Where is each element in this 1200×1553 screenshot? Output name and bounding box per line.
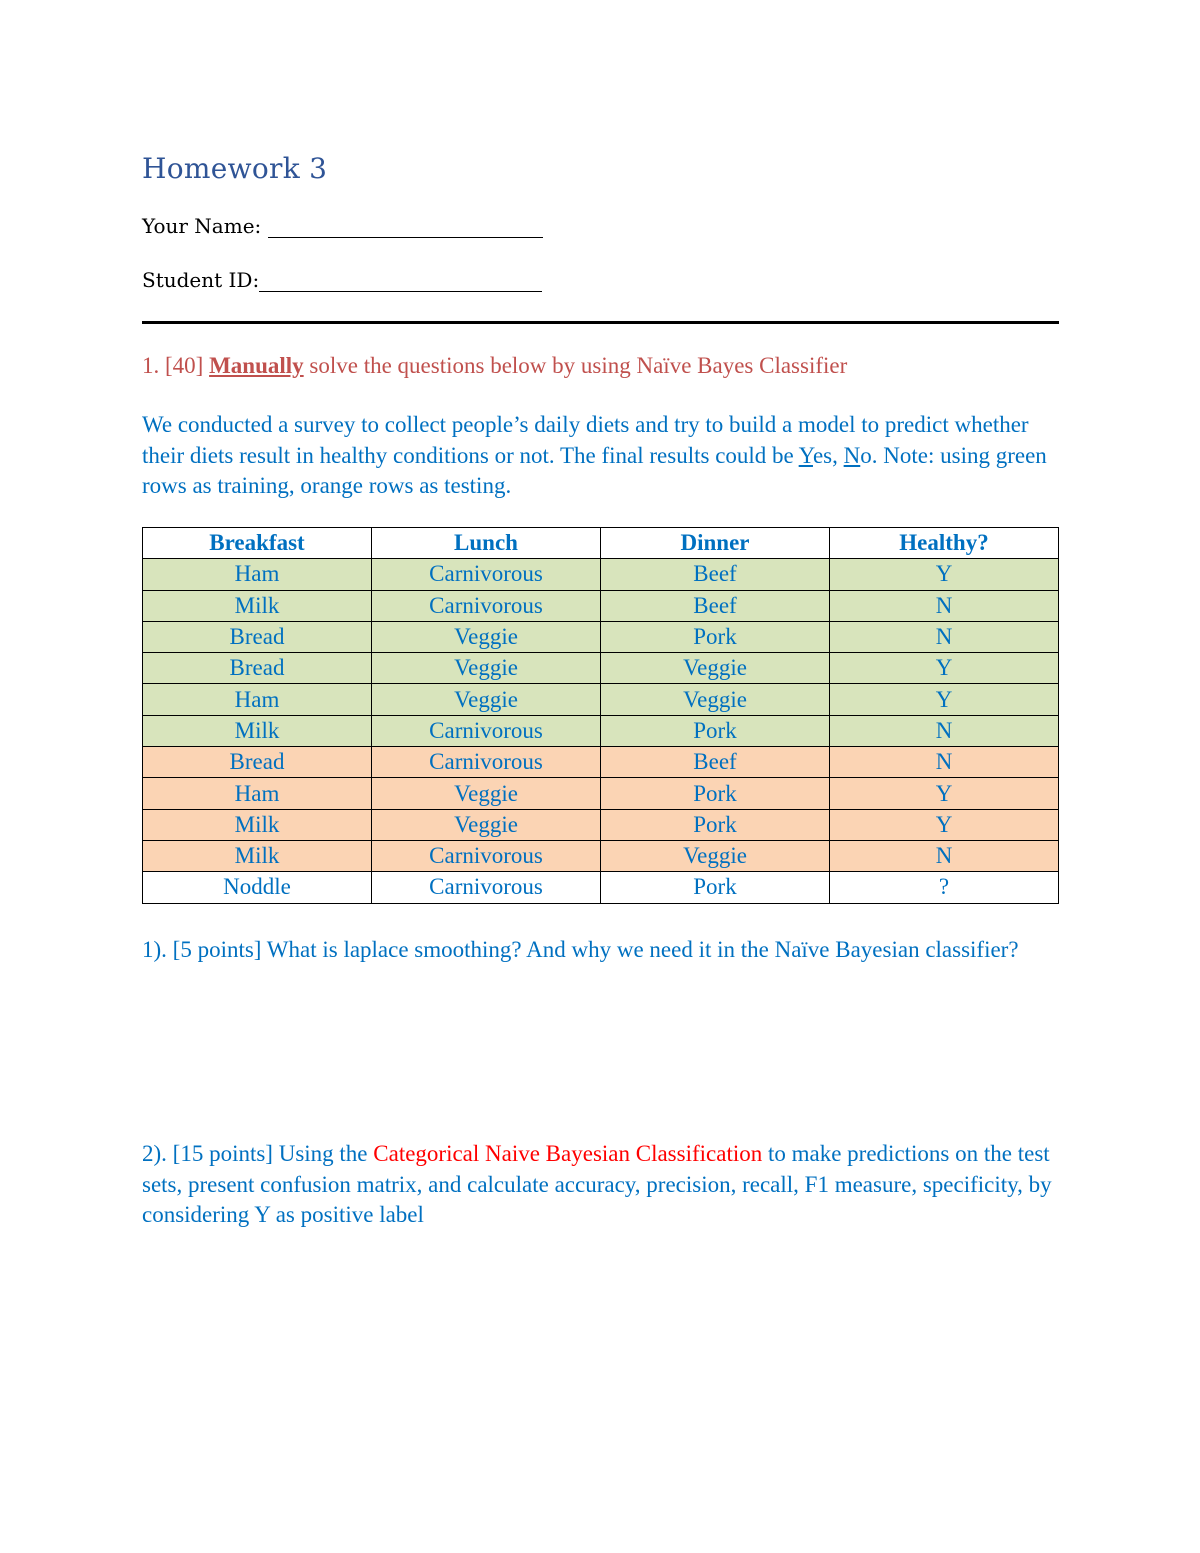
table-row — [143, 872, 1059, 903]
header-lunch: Lunch — [372, 528, 601, 559]
cell-breakfast: Bread — [143, 653, 372, 684]
cell-lunch: Carnivorous — [372, 590, 601, 621]
cell-lunch: Veggie — [372, 809, 601, 840]
intro-text-part1: We conducted a survey to collect people’s daily diets and try to build a model to predict whether their diets result in healthy conditions or not. The final results could be — [142, 412, 1029, 468]
cell-dinner: Beef — [601, 590, 830, 621]
cell-lunch: Veggie — [372, 778, 601, 809]
question-1-number: 1. [40] — [142, 353, 204, 378]
table-row — [143, 684, 1059, 715]
cell-dinner: Pork — [601, 621, 830, 652]
name-blank-line[interactable] — [268, 217, 543, 238]
table-row — [143, 778, 1059, 809]
name-label: Your Name: — [142, 214, 262, 238]
cell-breakfast: Milk — [143, 715, 372, 746]
table-header-row — [143, 528, 1059, 559]
question-1-intro — [142, 410, 1059, 502]
cell-dinner: Pork — [601, 778, 830, 809]
cell-healthy: Y — [830, 778, 1059, 809]
cell-healthy: Y — [830, 653, 1059, 684]
subquestion-1: 1). [5 points] What is laplace smoothing? And why we need it in the Naïve Bayesian classifier? — [142, 937, 1019, 962]
cell-lunch: Veggie — [372, 684, 601, 715]
no-rest: o. — [860, 442, 878, 468]
question-1-emphasis: Manually — [209, 353, 304, 378]
section-divider — [142, 321, 1059, 324]
cell-healthy: N — [830, 747, 1059, 778]
header-healthy: Healthy? — [830, 528, 1059, 559]
cell-breakfast: Ham — [143, 559, 372, 590]
student-id-blank-line[interactable] — [259, 271, 542, 292]
student-id-field — [142, 268, 542, 292]
header-breakfast: Breakfast — [143, 528, 372, 559]
cell-healthy: ? — [830, 872, 1059, 903]
yes-rest: es, — [812, 442, 838, 468]
yes-initial: Y — [798, 442, 813, 468]
student-id-label: Student ID: — [142, 268, 260, 292]
cell-dinner: Veggie — [601, 653, 830, 684]
table-row — [143, 621, 1059, 652]
cell-healthy: N — [830, 840, 1059, 871]
cell-breakfast: Milk — [143, 840, 372, 871]
header-dinner: Dinner — [601, 528, 830, 559]
cell-breakfast: Ham — [143, 778, 372, 809]
page-title: Homework 3 — [142, 152, 328, 185]
table-row — [143, 559, 1059, 590]
cell-dinner: Pork — [601, 809, 830, 840]
cell-breakfast: Milk — [143, 809, 372, 840]
subquestion-2-highlight: Categorical Naive Bayesian Classification — [373, 1141, 763, 1166]
cell-breakfast: Milk — [143, 590, 372, 621]
cell-lunch: Carnivorous — [372, 872, 601, 903]
table-row — [143, 747, 1059, 778]
cell-healthy: Y — [830, 559, 1059, 590]
cell-dinner: Veggie — [601, 684, 830, 715]
cell-dinner: Pork — [601, 715, 830, 746]
diet-data-table — [142, 527, 1059, 904]
cell-lunch: Carnivorous — [372, 747, 601, 778]
cell-lunch: Carnivorous — [372, 840, 601, 871]
cell-dinner: Beef — [601, 559, 830, 590]
cell-healthy: Y — [830, 684, 1059, 715]
cell-dinner: Veggie — [601, 840, 830, 871]
table-row — [143, 653, 1059, 684]
cell-healthy: N — [830, 715, 1059, 746]
name-field — [142, 214, 543, 238]
cell-breakfast: Noddle — [143, 872, 372, 903]
cell-lunch: Veggie — [372, 653, 601, 684]
table-row — [143, 715, 1059, 746]
cell-lunch: Carnivorous — [372, 715, 601, 746]
cell-dinner: Beef — [601, 747, 830, 778]
table-row — [143, 809, 1059, 840]
subquestion-2-suffix: to make predictions on the test sets, present confusion matrix, and calculate accuracy, precision, recall, F1 measure, specificity, by considering Y as positive label — [142, 1141, 1052, 1227]
cell-dinner: Pork — [601, 872, 830, 903]
table-row — [143, 840, 1059, 871]
intro-text-part2: Note: using green rows as training, orange rows as testing. — [142, 442, 1047, 498]
question-1-heading — [142, 353, 847, 379]
cell-breakfast: Bread — [143, 621, 372, 652]
cell-breakfast: Bread — [143, 747, 372, 778]
cell-healthy: Y — [830, 809, 1059, 840]
cell-lunch: Carnivorous — [372, 559, 601, 590]
subquestion-2-prefix: 2). [15 points] Using the — [142, 1141, 368, 1166]
cell-healthy: N — [830, 590, 1059, 621]
subquestion-2 — [142, 1139, 1059, 1231]
table-row — [143, 590, 1059, 621]
question-1-heading-rest: solve the questions below by using Naïve Bayes Classifier — [309, 353, 848, 378]
no-initial: N — [843, 442, 861, 468]
cell-healthy: N — [830, 621, 1059, 652]
cell-breakfast: Ham — [143, 684, 372, 715]
cell-lunch: Veggie — [372, 621, 601, 652]
